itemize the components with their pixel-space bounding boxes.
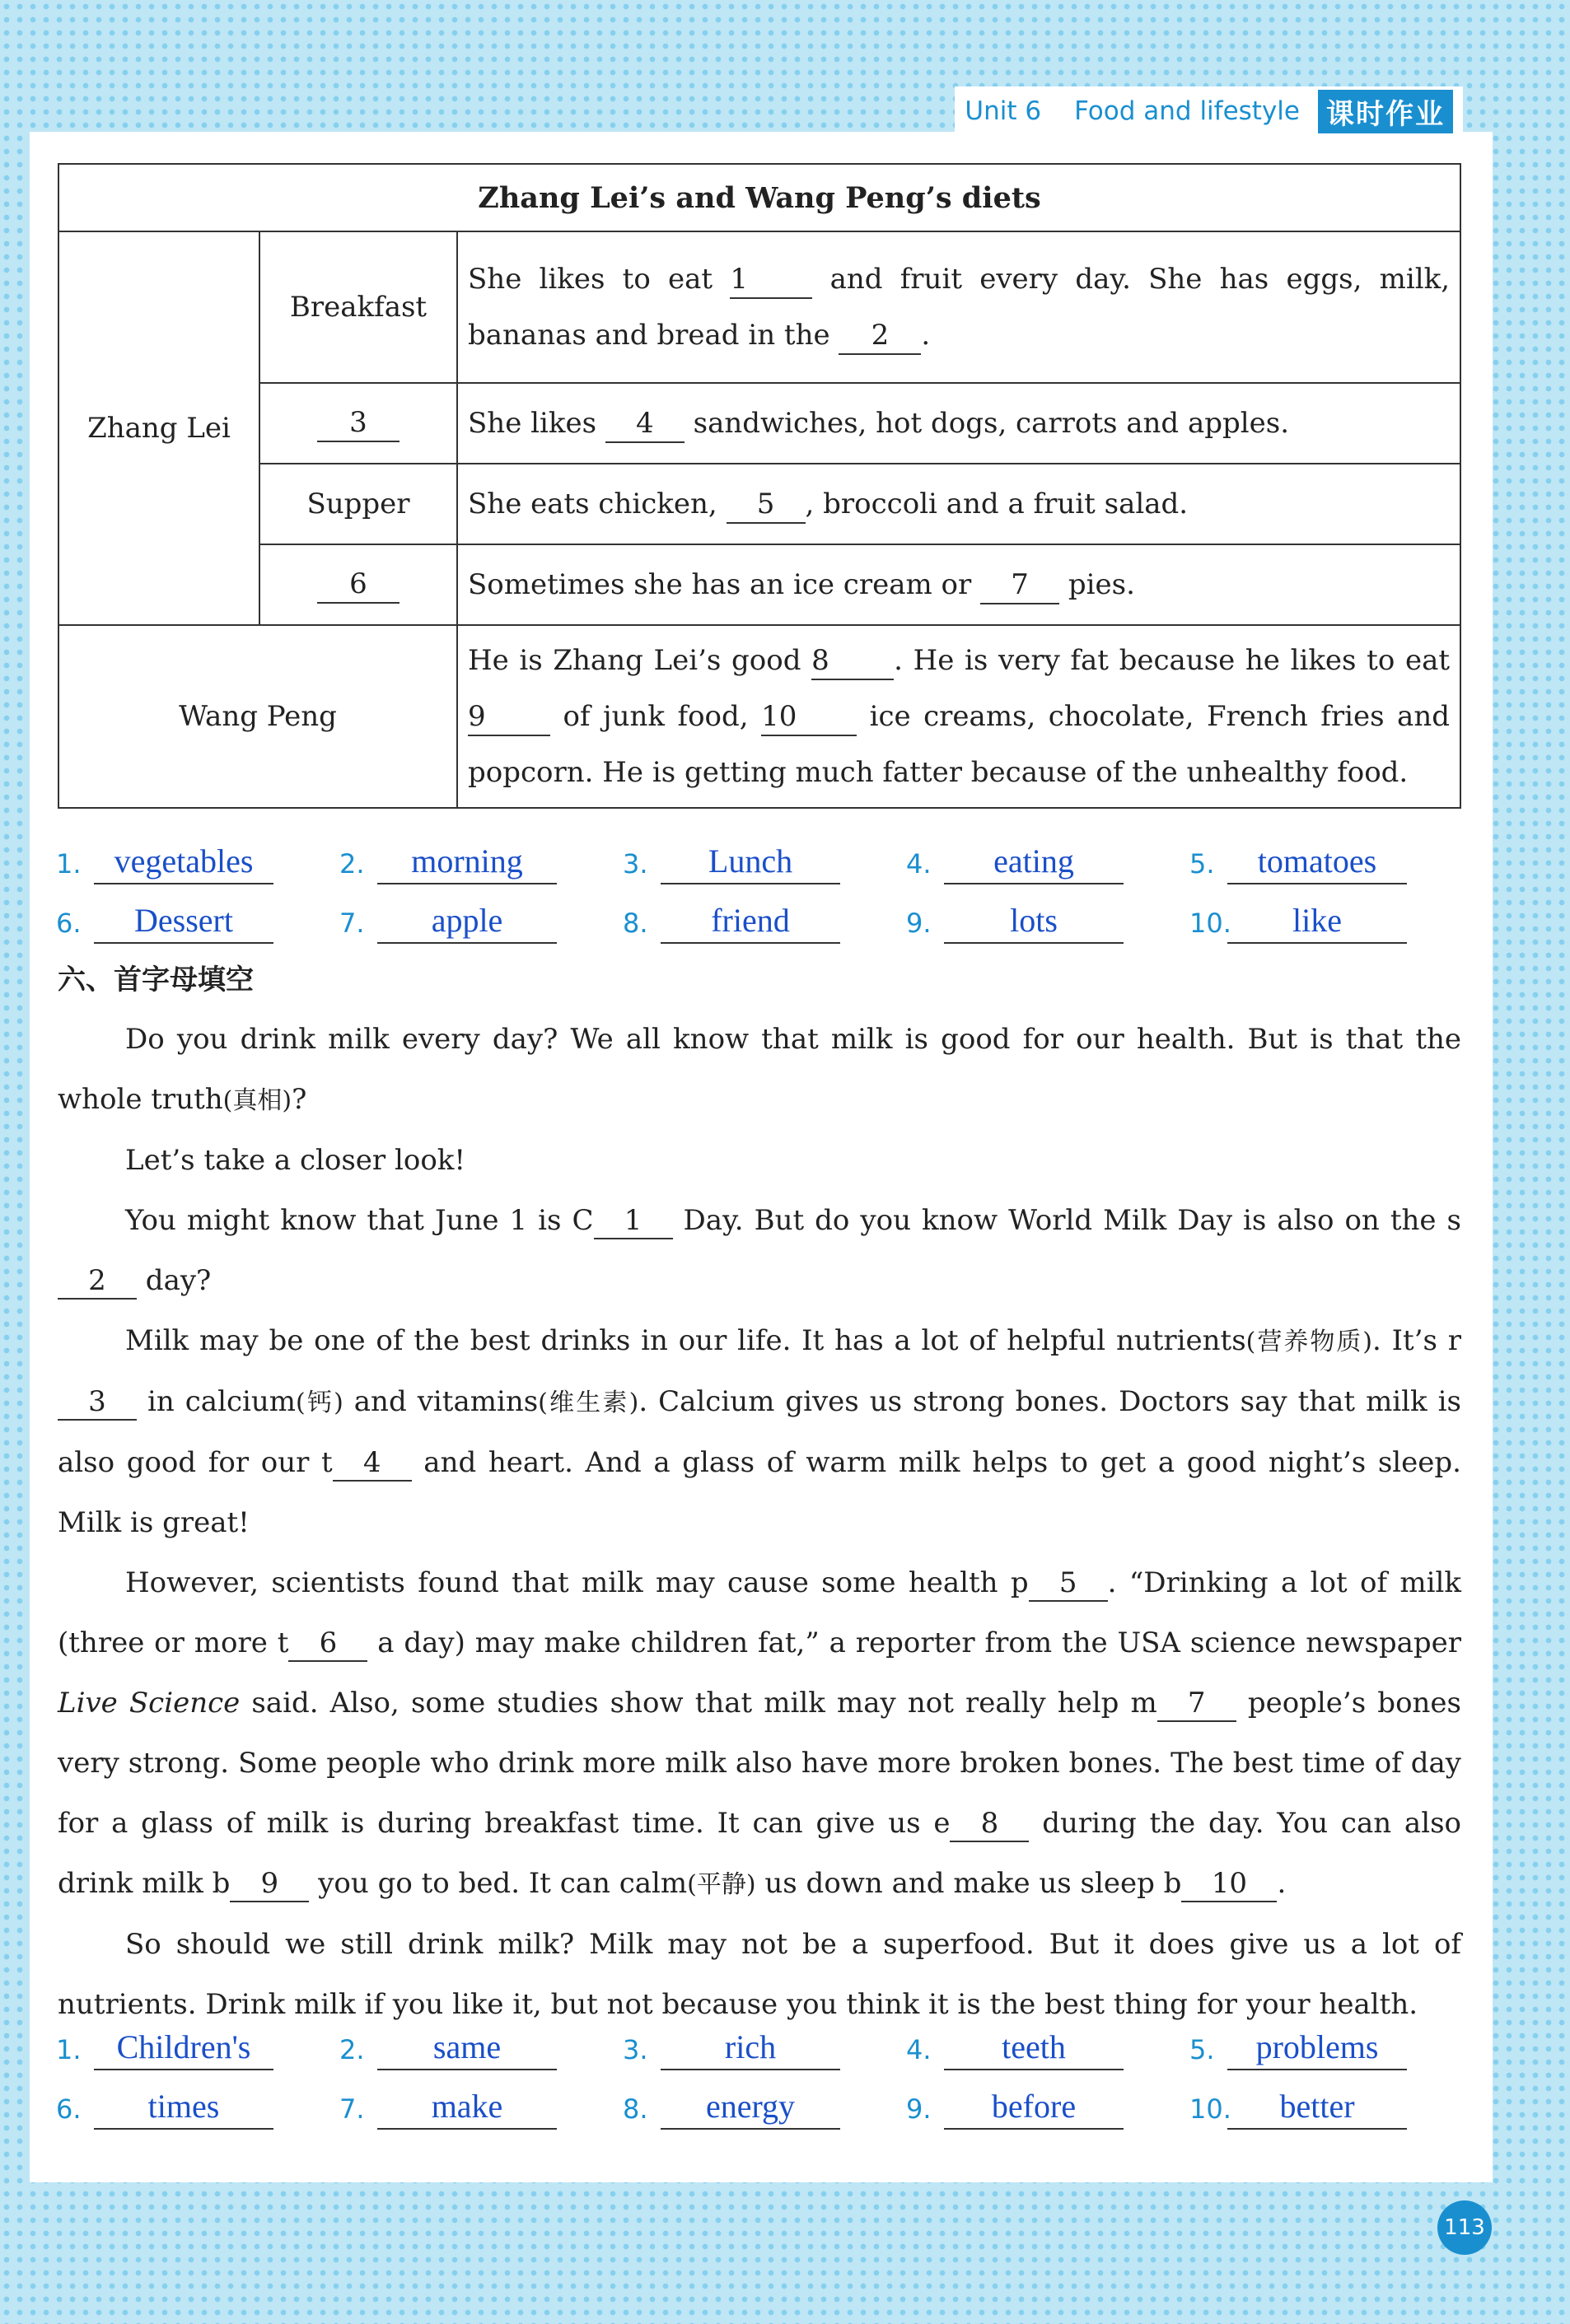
text: Sometimes she has an ice cream or [468,568,972,601]
text: of junk food, [563,700,749,733]
answer-item [56,2082,339,2130]
name-zhang-lei: Zhang Lei [58,231,259,625]
blank-8: 8 [950,1806,1029,1842]
blank-1: 1 [730,263,812,299]
blank-10: 10 [761,700,857,736]
text: during the day. You can also drink milk b [58,1807,1461,1900]
answer-word: problems [1227,2026,1407,2070]
answer-item [906,2023,1189,2070]
answer-number: 7. [339,908,365,939]
paragraph: So should we still drink milk? Milk may not be a superfood. But it does give us a lot of nutrients. Drink milk if you like it, but not because you think it is the best thing for your health. [58,1928,1461,2021]
answer-item [339,896,623,944]
blank-4: 4 [333,1445,412,1482]
breakfast-desc [457,231,1460,383]
text: Do you drink milk every day? We all know that milk is good for our health. But is that the whole truth [58,1023,1461,1116]
answer-word: before [944,2085,1124,2130]
answer-number: 3. [623,2034,648,2065]
text: . “Drinking a lot of milk (three or more t [58,1566,1461,1659]
name-wang-peng: Wang Peng [58,625,457,808]
answer-number: 4. [906,848,932,880]
diet-table [58,163,1461,809]
newspaper-name: Live Science [58,1687,241,1720]
dessert-desc [457,544,1460,625]
paragraph [58,1311,1461,1553]
answer-word: eating [944,840,1124,884]
answer-item [906,896,1189,944]
text: and fruit every day. She has eggs, milk, [829,263,1451,296]
blank-1: 1 [594,1203,673,1239]
answer-number: 3. [623,848,648,880]
passage [58,1010,1461,2035]
answer-word: apple [377,899,557,944]
answer-number: 8. [623,2093,648,2125]
answer-number: 5. [1189,2034,1215,2065]
blank-2: 2 [58,1263,137,1300]
answer-item [1189,837,1473,884]
blank-6: 6 [317,566,400,604]
answer-number: 4. [906,2034,932,2065]
text: Milk may be one of the best drinks in our life. It has a lot of helpful nutrients [125,1324,1246,1357]
text: a day) may make children fat,” a reporter from the USA science newspaper [367,1626,1461,1659]
answer-word: like [1227,899,1407,944]
text: popcorn. He is getting much fatter because of the unhealthy food. [468,756,1409,789]
gloss: (维生素) [538,1388,639,1417]
text: you go to bed. It can calm [309,1867,688,1900]
text: However, scientists found that milk may cause some health p [125,1566,1029,1599]
text: She likes [468,407,597,440]
answer-word: teeth [944,2026,1124,2070]
text: She eats chicken, [468,488,717,520]
answer-item [623,2082,906,2130]
blank-5: 5 [727,488,806,524]
text: ice creams, chocolate, French fries and [869,700,1450,733]
answer-word: better [1227,2085,1407,2130]
answer-number: 10. [1189,2093,1231,2125]
blank-6: 6 [288,1626,367,1662]
answer-item [56,896,339,944]
answer-item [56,837,339,884]
blank-9: 9 [230,1866,309,1902]
text: and vitamins [343,1385,539,1418]
answer-item [906,2082,1189,2130]
answer-number: 1. [56,2034,82,2065]
blank-8: 8 [811,644,894,680]
lunch-desc [457,383,1460,464]
text: Day. But do you know World Milk Day is also on the s [672,1204,1461,1237]
answer-word: tomatoes [1227,840,1407,884]
text: and heart. And a glass of warm milk helps to get a good night’s sleep. Milk is great! [58,1446,1461,1539]
answer-number: 10. [1189,908,1231,939]
text: sandwiches, hot dogs, carrots and apples. [693,407,1290,440]
answer-word: Lunch [661,840,840,884]
answer-number: 9. [906,2093,932,2125]
wang-peng-desc [457,625,1460,808]
answer-word: morning [377,840,557,884]
answer-word: same [377,2026,557,2070]
text: people’s bones very strong. Some people who drink more milk also have more broken bones. The best time of day for a glass of milk is during breakfast time. It can give us e [58,1687,1461,1840]
answer-item [1189,896,1473,944]
blank-10: 10 [1181,1866,1277,1902]
answer-number: 5. [1189,848,1215,880]
blank-5: 5 [1029,1566,1108,1602]
text: . He is very fat because he likes to eat [894,644,1450,677]
meal-supper: Supper [259,464,457,544]
answer-item [623,2023,906,2070]
text: . [921,319,931,352]
answer-item [339,2023,623,2070]
text: You might know that June 1 is C [125,1204,594,1237]
gloss: (营养物质) [1245,1328,1372,1356]
answer-number: 6. [56,2093,82,2125]
brand-logo: 课时作业 [1315,90,1453,133]
blank-3: 3 [58,1384,137,1421]
text: . [1277,1867,1287,1900]
answer-word: friend [661,899,840,944]
answer-number: 8. [623,908,648,939]
page-header [955,86,1463,136]
answer-number: 7. [339,2093,365,2125]
text: day? [137,1264,212,1297]
answer-item [56,2023,339,2070]
text: . It’s r [1372,1324,1461,1357]
gloss: (钙) [296,1388,343,1417]
text: us down and make us sleep b [755,1867,1182,1900]
blank-2: 2 [839,319,921,355]
blank-4: 4 [605,407,685,443]
text: She likes to eat [468,263,713,296]
answer-number: 9. [906,908,932,939]
gloss: (真相) [222,1086,292,1115]
answer-word: rich [661,2026,840,2070]
answer-word: lots [944,899,1124,944]
meal-blank-6 [259,544,457,625]
blank-7: 7 [1157,1686,1236,1722]
answer-word: vegetables [94,840,273,884]
paragraph [58,1553,1461,1915]
text: bananas and bread in the [468,319,830,352]
answer-word: energy [661,2085,840,2130]
unit-label: Unit 6 [965,96,1042,126]
answer-number: 2. [339,848,365,880]
blank-9: 9 [468,700,550,736]
paragraph [58,1191,1461,1311]
answer-word: make [377,2085,557,2130]
paragraph: Let’s take a closer look! [125,1144,466,1177]
page-number: 113 [1437,2200,1492,2255]
text: said. Also, some studies show that milk may not really help m [240,1687,1157,1720]
text: He is Zhang Lei’s good [468,644,801,677]
answer-key-1 [56,837,1473,944]
answer-item [906,837,1189,884]
text: in calcium [137,1385,296,1418]
answer-word: times [94,2085,273,2130]
blank-7: 7 [980,568,1059,604]
paragraph [58,1010,1461,1131]
gloss: (平静) [687,1870,756,1899]
meal-breakfast: Breakfast [259,231,457,383]
answer-item [1189,2023,1473,2070]
answer-item [339,2082,623,2130]
answer-key-2 [56,2023,1473,2130]
answer-item [623,896,906,944]
text: . Calcium gives us strong bones. Doctors say that milk is also good for our t [58,1385,1461,1479]
table-title: Zhang Lei’s and Wang Peng’s diets [58,164,1460,231]
answer-item [1189,2082,1473,2130]
supper-desc [457,464,1460,544]
blank-3: 3 [317,404,400,442]
answer-word: Dessert [94,899,273,944]
text: pies. [1068,568,1135,601]
topic-label: Food and lifestyle [1074,96,1300,126]
section-title: 六、首字母填空 [58,964,254,996]
answer-item [623,837,906,884]
answer-word: Children's [94,2026,273,2070]
text: , broccoli and a fruit salad. [805,488,1189,520]
text: ? [292,1083,307,1116]
answer-number: 6. [56,908,82,939]
answer-number: 1. [56,848,82,880]
answer-item [339,837,623,884]
answer-number: 2. [339,2034,365,2065]
meal-blank-3 [259,383,457,464]
